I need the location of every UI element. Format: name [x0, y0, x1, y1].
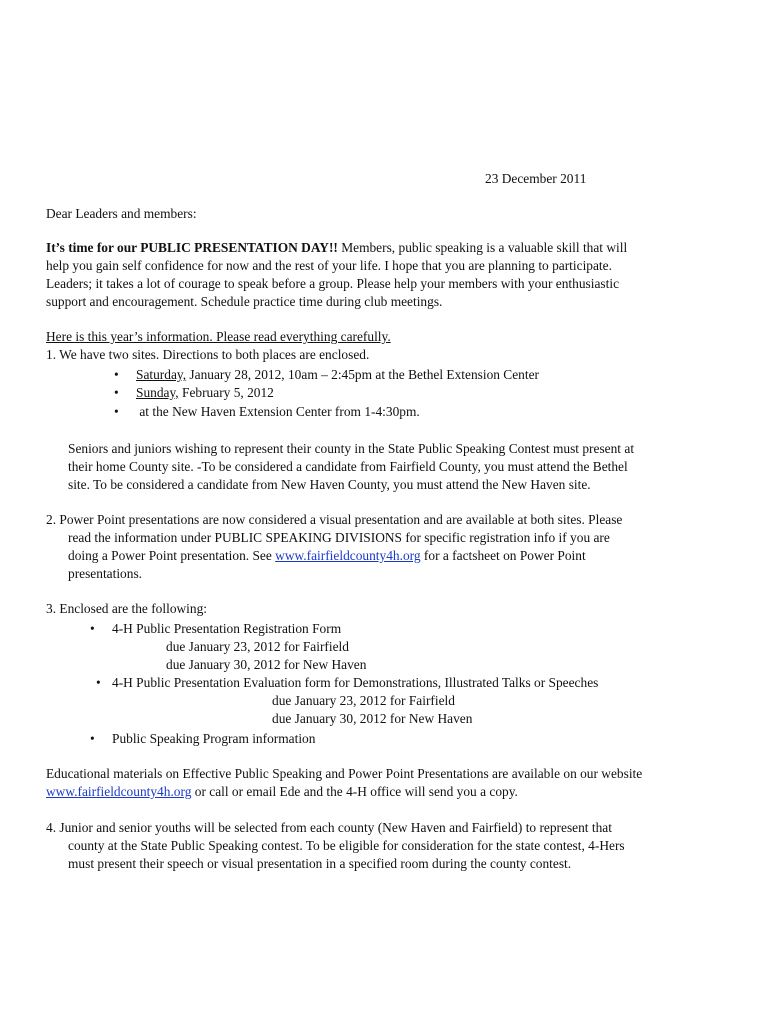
bullet-2-day: Sunday, — [136, 385, 179, 400]
bullet-icon: • — [90, 621, 95, 636]
seniors-line-2: their home County site. -To be considered a candidate from Fairfield County, you must attend the Bethel — [68, 459, 628, 474]
intro-bold: It’s time for our PUBLIC PRESENTATION DAY!! — [46, 240, 338, 255]
item-3-b2-text: 4-H Public Presentation Evaluation form for Demonstrations, Illustrated Talks or Speeches — [112, 675, 599, 690]
bullet-icon: • — [114, 404, 119, 419]
item-1-text: 1. We have two sites. Directions to both places are enclosed. — [46, 347, 370, 362]
item-4-line-2: county at the State Public Speaking contest. To be eligible for consideration for the state contest, 4-Hers — [68, 838, 625, 853]
item-3-b1-due-2: due January 30, 2012 for New Haven — [166, 657, 367, 672]
bullet-icon: • — [96, 675, 101, 690]
item-2-line-1: 2. Power Point presentations are now considered a visual presentation and are available at both sites. Please — [46, 512, 623, 527]
info-heading: Here is this year’s information. Please read everything carefully. — [46, 329, 391, 344]
bullet-2-rest: February 5, 2012 — [178, 385, 274, 400]
salutation: Dear Leaders and members: — [46, 206, 197, 221]
item-2-line-2: read the information under PUBLIC SPEAKING DIVISIONS for specific registration info if you are — [68, 530, 610, 545]
item-3-heading: 3. Enclosed are the following: — [46, 601, 208, 616]
bullet-icon: • — [114, 385, 119, 400]
intro-line-3: Leaders; it takes a lot of courage to speak before a group. Please help your members with your enthusiastic — [46, 276, 620, 291]
item-3-bullet-3 — [90, 730, 315, 748]
bullet-icon: • — [90, 731, 95, 746]
item-3-b1-due-1: due January 23, 2012 for Fairfield — [166, 639, 349, 654]
item-4-line-1: 4. Junior and senior youths will be selected from each county (New Haven and Fairfield) to represent that — [46, 820, 612, 835]
item-1-bullet-3 — [114, 403, 420, 421]
item-1-bullet-2 — [114, 384, 274, 402]
intro-line-1-rest: Members, public speaking is a valuable skill that will — [337, 240, 628, 255]
edu-line-2-rest: or call or email Ede and the 4-H office will send you a copy. — [191, 784, 518, 799]
edu-line-2 — [46, 783, 518, 801]
item-3-b2-due-2: due January 30, 2012 for New Haven — [272, 711, 473, 726]
bullet-3-rest: at the New Haven Extension Center from 1-4:30pm. — [136, 404, 420, 419]
seniors-line-1: Seniors and juniors wishing to represent their county in the State Public Speaking Contest must present at — [68, 441, 635, 456]
item-2-line-3b: for a factsheet on Power Point — [420, 548, 586, 563]
letter-date: 23 December 2011 — [485, 171, 587, 186]
bullet-icon: • — [114, 367, 119, 382]
website-link[interactable]: www.fairfieldcounty4h.org — [46, 784, 192, 799]
item-3-b1-text: 4-H Public Presentation Registration Form — [112, 621, 342, 636]
item-1-bullet-1 — [114, 366, 539, 384]
bullet-1-rest: January 28, 2012, 10am – 2:45pm at the Bethel Extension Center — [186, 367, 540, 382]
bullet-1-day: Saturday, — [136, 367, 187, 382]
item-3-b2-due-1: due January 23, 2012 for Fairfield — [272, 693, 455, 708]
intro-line-1 — [46, 239, 627, 257]
item-2-line-3a: doing a Power Point presentation. See — [68, 548, 276, 563]
edu-line-1: Educational materials on Effective Public Speaking and Power Point Presentations are available on our website — [46, 766, 643, 781]
item-3-b3-text: Public Speaking Program information — [112, 731, 316, 746]
item-3-bullet-2 — [96, 674, 598, 692]
website-link[interactable]: www.fairfieldcounty4h.org — [275, 548, 421, 563]
item-2-line-3 — [68, 547, 586, 565]
intro-line-4: support and encouragement. Schedule practice time during club meetings. — [46, 294, 443, 309]
seniors-line-3: site. To be considered a candidate from New Haven County, you must attend the New Haven site. — [68, 477, 591, 492]
intro-line-2: help you gain self confidence for now and the rest of your life. I hope that you are planning to participate. — [46, 258, 612, 273]
item-4-line-3: must present their speech or visual presentation in a specified room during the county contest. — [68, 856, 572, 871]
item-2-line-4: presentations. — [68, 566, 143, 581]
item-3-bullet-1 — [90, 620, 341, 638]
